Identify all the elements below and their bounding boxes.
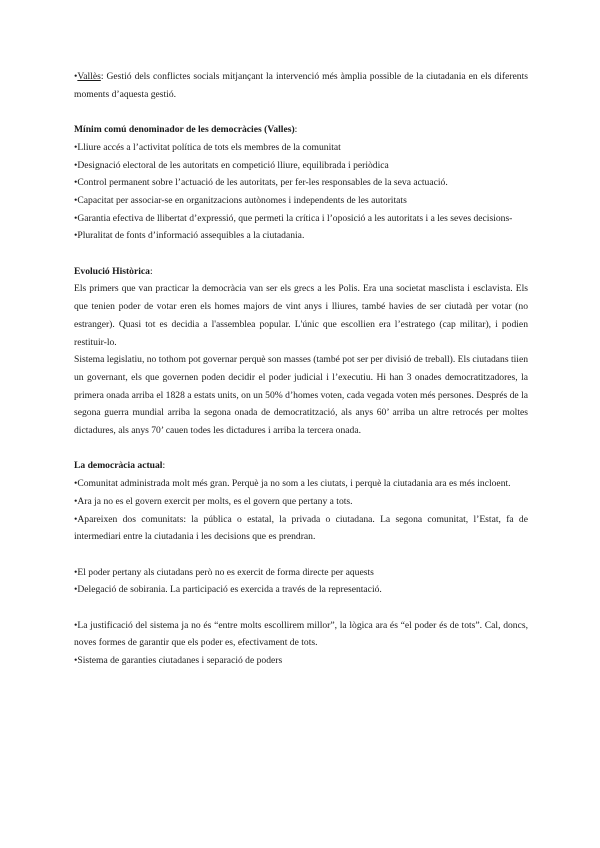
evolucio-paragraph: Els primers que van practicar la democràcia van ser els grecs a les Polis. Era una societat masclista i esclavista. Els que tenien poder de votar eren els homes majors de vint anys i lliures, també havies de ser ciutadà per votar (no estranger). Quasi tot es decidia a l'assemblea popular. L'únic que escollien era l’estratego (cap militar), i podien restituir-lo.: [74, 283, 528, 348]
evolucio-heading: Evolució Històrica:: [74, 265, 153, 277]
document-body: [74, 68, 528, 670]
spacer: [74, 599, 528, 617]
actual-item: •La justificació del sistema ja no és “entre molts escollirem millor”, la lògica ara és “el poder és de tots”. Cal, doncs, noves formes de garantir que els poder es, efectivament de tots.: [74, 619, 528, 649]
spacer: [74, 546, 528, 564]
minim-item: •Designació electoral de les autoritats en competició lliure, equilibrada i periòdica: [74, 159, 389, 171]
actual-item: •Apareixen dos comunitats: la pública o estatal, la privada o ciutadana. La segona comunitat, l’Estat, fa de intermediari entre la ciutadania i les decisions que es prendran.: [74, 513, 528, 543]
actual-item: •El poder pertany als ciutadans però no es exercit de forma directe per aquests: [74, 566, 374, 578]
actual-heading: La democràcia actual:: [74, 460, 166, 472]
actual-item: •Comunitat administrada molt més gran. Perquè ja no som a les ciutats, i perquè la ciutadania ara es més incloent.: [74, 478, 511, 490]
minim-item: •Pluralitat de fonts d’informació assequibles a la ciutadania.: [74, 230, 305, 242]
minim-item: •Garantia efectiva de llibertat d’expressió, que permeti la crítica i l’oposició a les autoritats i a les seves decisions-: [74, 212, 513, 224]
intro-text: : Gestió dels conflictes socials mitjançant la intervenció més àmplia possible de la ciutadania en els diferents moments d’aquesta gestió.: [74, 71, 528, 100]
spacer: [74, 440, 528, 458]
minim-item: •Capacitat per associar-se en organitzacions autònomes i independents de les autoritats: [74, 194, 407, 206]
intro-paragraph: •Vallès: Gestió dels conflictes socials mitjançant la intervenció més àmplia possible de la ciutadania en els diferents moments d’aquesta gestió.: [74, 71, 528, 100]
spacer: [74, 103, 528, 121]
actual-item: •Sistema de garanties ciutadanes i separació de poders: [74, 655, 283, 667]
spacer: [74, 245, 528, 263]
evolucio-paragraph: Sistema legislatiu, no tothom pot governar perquè son masses (també pot ser per divisió de treball). Els ciutadans tiien un governant, els que governen poden decidir el poder judicial i l’executiu. Hi han 3 onades democratitzadores, la primera onada arriba el 1828 a estats units, on un 50% d’homes voten, cada vegada voten més persones. Després de la segona guerra mundial arriba la segona onada de democratització, als anys 60’ arriba un altre retrocés per moltes dictadures, als anys 70’ cauen todes les dictadures i arriba la tercera onada.: [74, 354, 529, 437]
minim-heading: Mínim comú denominador de les democràcies (Valles):: [74, 124, 298, 136]
valles-term: Vallès: [77, 71, 101, 82]
actual-item: •Ara ja no es el govern exercit per molts, es el govern que pertany a tots.: [74, 495, 353, 507]
minim-item: •Lliure accés a l’activitat política de tots els membres de la comunitat: [74, 141, 341, 153]
minim-item: •Control permanent sobre l’actuació de les autoritats, per fer-les responsables de la seva actuació.: [74, 177, 448, 189]
actual-item: •Delegació de sobirania. La participació es exercida a través de la representació.: [74, 584, 382, 596]
